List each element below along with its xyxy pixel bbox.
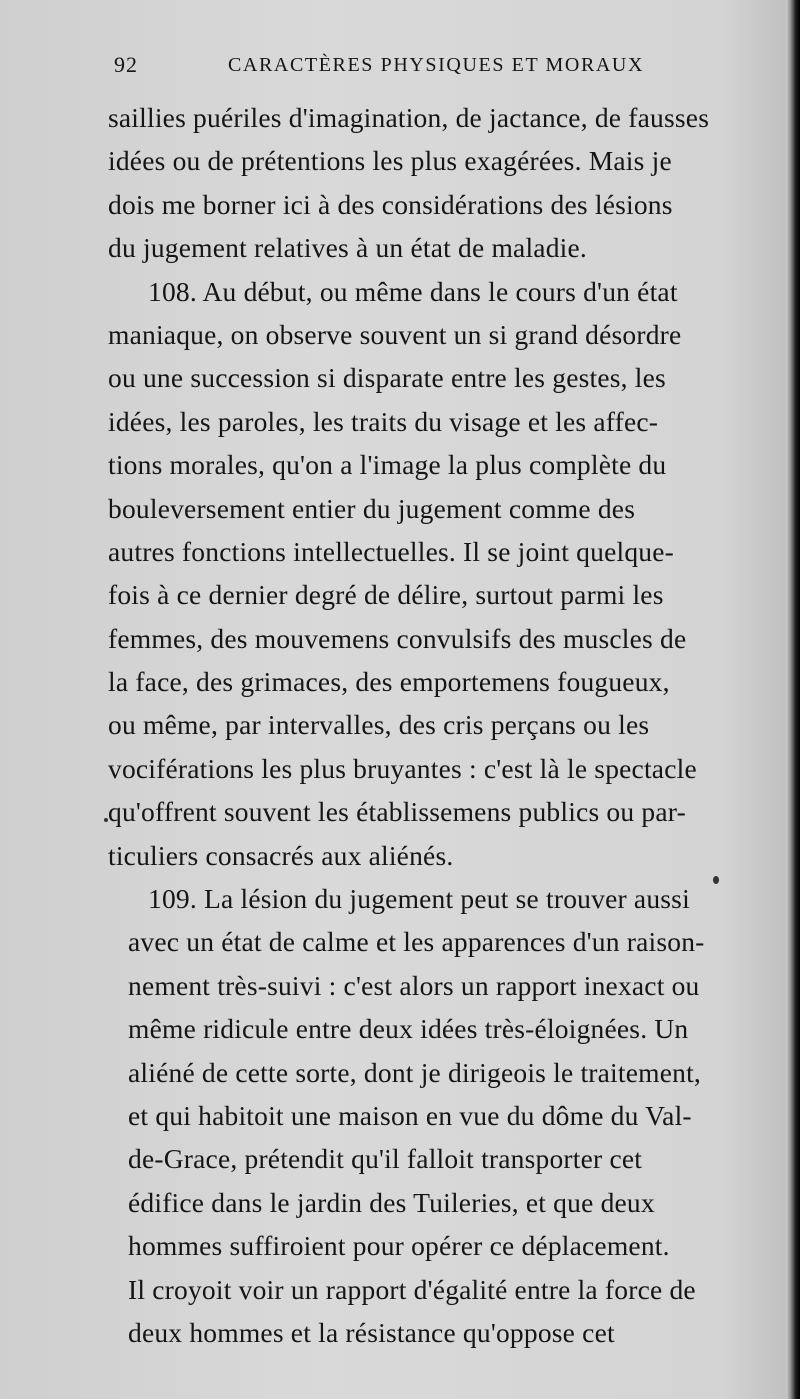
text-line: nement très-suivi : c'est alors un rapport inexact ou xyxy=(128,969,700,1001)
text-line: ou même, par intervalles, des cris perçans ou les xyxy=(108,709,650,741)
text-line: bouleversement entier du jugement comme des xyxy=(108,492,636,524)
text-line: édifice dans le jardin des Tuileries, et que deux xyxy=(128,1186,655,1218)
text-line: ticuliers consacrés aux aliénés. xyxy=(108,839,454,871)
paragraph-108-start: 108. Au début, ou même dans le cours d'un état xyxy=(148,275,678,307)
text-line: qu'offrent souvent les établissemens publics ou par- xyxy=(108,796,686,828)
ink-speck xyxy=(104,818,108,822)
ink-speck xyxy=(713,876,719,884)
body-text xyxy=(108,96,778,1354)
text-line: fois à ce dernier degré de délire, surtout parmi les xyxy=(108,579,664,611)
text-line: et qui habitoit une maison en vue du dôme du Val- xyxy=(128,1099,692,1131)
running-title: CARACTÈRES PHYSIQUES ET MORAUX xyxy=(228,54,645,76)
page-number: 92 xyxy=(114,52,138,77)
text-line: Il croyoit voir un rapport d'égalité entre la force de xyxy=(128,1273,696,1305)
text-line: ou une succession si disparate entre les gestes, les xyxy=(108,362,666,394)
text-line: femmes, des mouvemens convulsifs des muscles de xyxy=(108,622,687,654)
page-header xyxy=(110,48,730,88)
text-line: autres fonctions intellectuelles. Il se joint quelque- xyxy=(108,535,674,567)
text-line: aliéné de cette sorte, dont je dirigeois le traitement, xyxy=(128,1056,702,1088)
text-line: saillies puériles d'imagination, de jactance, de fausses xyxy=(108,102,710,133)
text-line: maniaque, on observe souvent un si grand désordre xyxy=(108,318,682,350)
text-line: du jugement relatives à un état de maladie. xyxy=(108,232,587,264)
text-line: dois me borner ici à des considérations des lésions xyxy=(108,188,673,220)
text-line: vociférations les plus bruyantes : c'est là le spectacle xyxy=(108,752,697,784)
page-edge-shadow xyxy=(786,0,800,1399)
paragraph-109-start: 109. La lésion du jugement peut se trouver aussi xyxy=(148,883,690,915)
text-line: même ridicule entre deux idées très-éloignées. Un xyxy=(128,1013,689,1045)
text-line: idées, les paroles, les traits du visage et les affec- xyxy=(108,405,659,437)
text-line: idées ou de prétentions les plus exagérées. Mais je xyxy=(108,145,672,177)
text-line: de-Grace, prétendit qu'il falloit transporter cet xyxy=(128,1143,643,1175)
text-line: deux hommes et la résistance qu'oppose cet xyxy=(128,1316,615,1348)
text-line: hommes suffiroient pour opérer ce déplacement. xyxy=(128,1230,670,1262)
text-line: tions morales, qu'on a l'image la plus complète du xyxy=(108,449,667,481)
text-line: avec un état de calme et les apparences d'un raison- xyxy=(128,926,705,958)
text-line: la face, des grimaces, des emportemens fougueux, xyxy=(108,666,670,698)
